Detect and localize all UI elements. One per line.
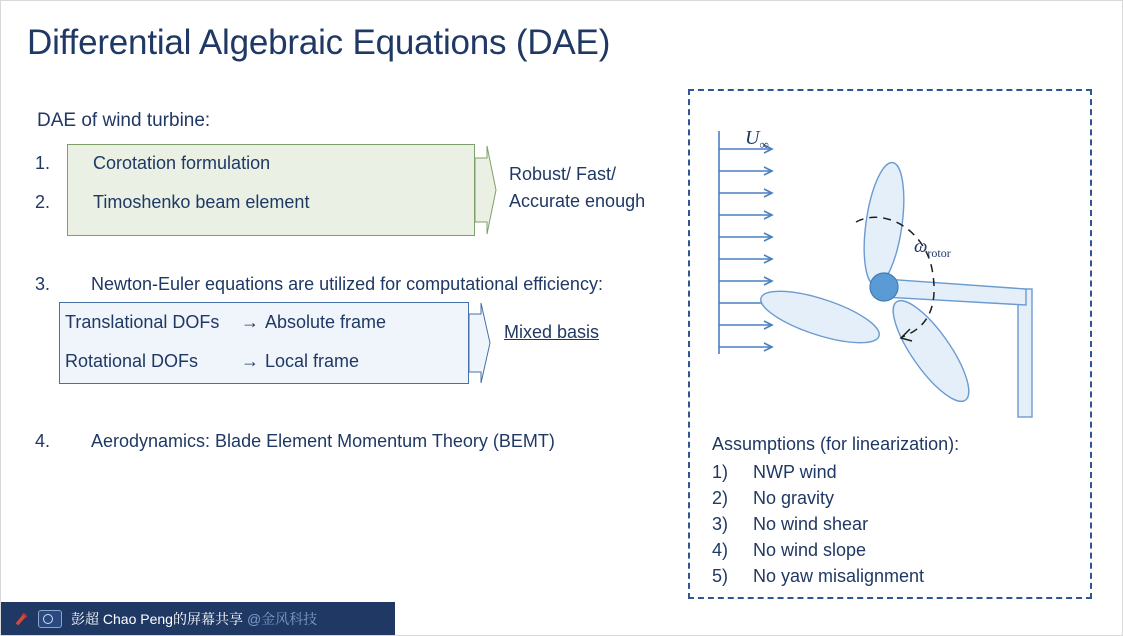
green-box-item-1: Corotation formulation bbox=[93, 153, 271, 173]
blue-box-row1-value: Absolute frame bbox=[265, 312, 387, 332]
blue-callout: Mixed basis bbox=[504, 322, 600, 342]
green-callout-line-2: Accurate enough bbox=[509, 191, 646, 211]
assumption-text-2: No gravity bbox=[753, 488, 835, 508]
blue-box-row2-label: Rotational DOFs bbox=[65, 351, 199, 371]
broadcast-icon bbox=[11, 609, 31, 629]
newton-euler-line: Newton-Euler equations are utilized for computational efficiency: bbox=[91, 274, 603, 294]
wind-speed-letter: U bbox=[745, 127, 760, 149]
list-number-4: 4. bbox=[35, 431, 51, 451]
assumptions-title: Assumptions (for linearization): bbox=[712, 434, 960, 454]
wind-speed-symbol bbox=[745, 127, 769, 153]
dae-intro-label: DAE of wind turbine: bbox=[37, 110, 211, 131]
share-handle: @金风科技 bbox=[246, 610, 318, 627]
blue-box-row2-value-group bbox=[241, 351, 359, 372]
assumption-number-3: 3) bbox=[712, 514, 729, 534]
aerodynamics-line: Aerodynamics: Blade Element Momentum Theory (BEMT) bbox=[91, 431, 555, 451]
blue-box-row2-value: Local frame bbox=[265, 351, 360, 371]
assumption-number-4: 4) bbox=[712, 540, 729, 560]
assumption-number-1: 1) bbox=[712, 462, 729, 482]
list-number-3: 3. bbox=[35, 274, 51, 294]
page-title: Differential Algebraic Equations (DAE) bbox=[27, 23, 611, 62]
share-status-text: 彭超 Chao Peng的屏幕共享 bbox=[71, 610, 243, 627]
green-callout-line-1: Robust/ Fast/ bbox=[509, 164, 617, 184]
green-arrow-icon bbox=[475, 144, 497, 236]
assumption-text-1: NWP wind bbox=[753, 462, 837, 482]
assumption-text-5: No yaw misalignment bbox=[753, 566, 925, 586]
assumption-number-2: 2) bbox=[712, 488, 729, 508]
green-box-item-2: Timoshenko beam element bbox=[93, 192, 310, 212]
list-number-2: 2. bbox=[35, 192, 51, 212]
rotor-speed-letter: ω bbox=[914, 236, 928, 257]
blue-arrow-icon bbox=[469, 302, 491, 384]
rotor-speed-subscript: rotor bbox=[927, 245, 951, 260]
list-number-1: 1. bbox=[35, 153, 51, 173]
blue-box-row1-value-group bbox=[241, 312, 386, 333]
assumption-text-3: No wind shear bbox=[753, 514, 869, 534]
green-callout bbox=[509, 161, 645, 215]
wind-speed-subscript: ∞ bbox=[759, 137, 769, 152]
right-arrow-icon-1: → bbox=[241, 312, 259, 332]
camera-icon bbox=[38, 610, 62, 628]
screen-share-bar bbox=[1, 602, 395, 635]
right-arrow-icon-2: → bbox=[241, 351, 259, 371]
blue-box-row1-label: Translational DOFs bbox=[65, 312, 220, 332]
assumption-text-4: No wind slope bbox=[753, 540, 867, 560]
rotor-speed-symbol bbox=[914, 236, 951, 261]
assumption-number-5: 5) bbox=[712, 566, 729, 586]
